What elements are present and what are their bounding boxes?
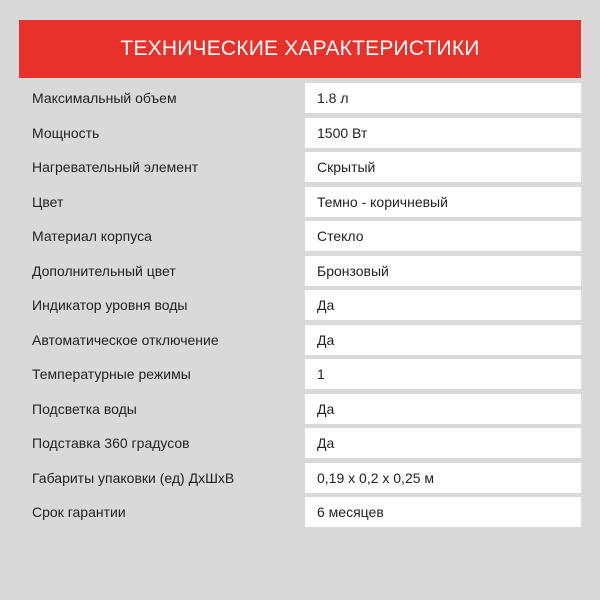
- spec-value: Да: [305, 290, 581, 320]
- table-row: [19, 221, 581, 251]
- spec-value: Темно - коричневый: [305, 187, 581, 217]
- table-row: [19, 325, 581, 355]
- spec-label: Дополнительный цвет: [19, 256, 295, 286]
- spec-label: Срок гарантии: [19, 497, 295, 527]
- table-row: [19, 118, 581, 148]
- spec-label: Автоматическое отключение: [19, 325, 295, 355]
- specs-header: [19, 20, 581, 78]
- spec-label: Температурные режимы: [19, 359, 295, 389]
- spec-label: Индикатор уровня воды: [19, 290, 295, 320]
- spec-label: Нагревательный элемент: [19, 152, 295, 182]
- spec-value: 0,19 x 0,2 x 0,25 м: [305, 463, 581, 493]
- table-row: [19, 394, 581, 424]
- table-row: [19, 187, 581, 217]
- spec-value: Скрытый: [305, 152, 581, 182]
- spec-value: Да: [305, 394, 581, 424]
- spec-label: Подставка 360 градусов: [19, 428, 295, 458]
- spec-label: Подсветка воды: [19, 394, 295, 424]
- table-row: [19, 83, 581, 113]
- table-row: [19, 463, 581, 493]
- table-row: [19, 256, 581, 286]
- spec-value: Да: [305, 428, 581, 458]
- spec-label: Материал корпуса: [19, 221, 295, 251]
- spec-value: 1500 Вт: [305, 118, 581, 148]
- spec-value: 1: [305, 359, 581, 389]
- spec-value: 1.8 л: [305, 83, 581, 113]
- spec-label: Габариты упаковки (ед) ДхШхВ: [19, 463, 295, 493]
- spec-label: Мощность: [19, 118, 295, 148]
- spec-value: Бронзовый: [305, 256, 581, 286]
- spec-value: 6 месяцев: [305, 497, 581, 527]
- table-row: [19, 290, 581, 320]
- spec-value: Стекло: [305, 221, 581, 251]
- spec-label: Цвет: [19, 187, 295, 217]
- page-title: ТЕХНИЧЕСКИЕ ХАРАКТЕРИСТИКИ: [120, 37, 480, 60]
- spec-label: Максимальный объем: [19, 83, 295, 113]
- table-row: [19, 497, 581, 527]
- table-row: [19, 152, 581, 182]
- table-row: [19, 428, 581, 458]
- spec-value: Да: [305, 325, 581, 355]
- table-row: [19, 359, 581, 389]
